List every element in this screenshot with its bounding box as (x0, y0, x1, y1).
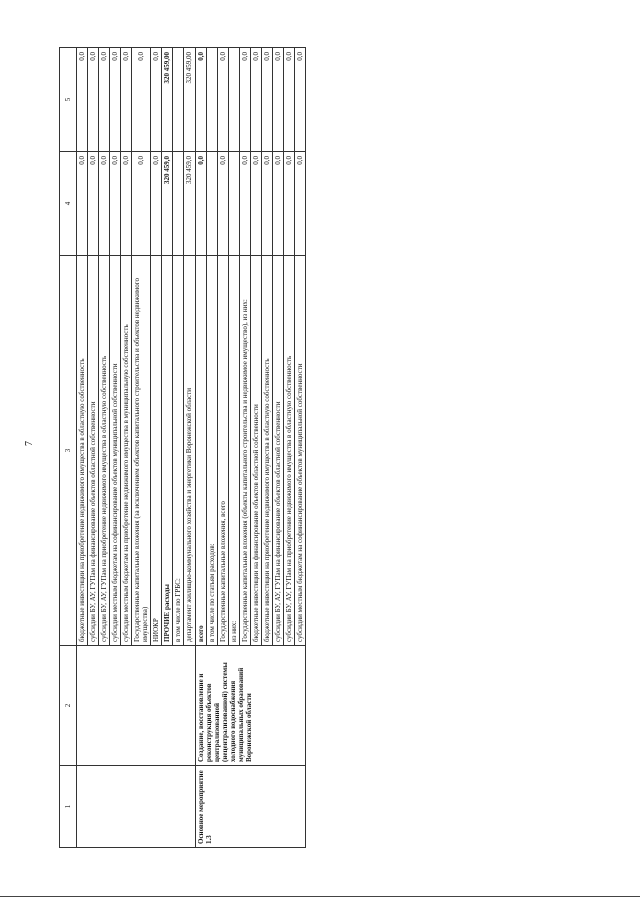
value-col-4: 0,0 (283, 152, 294, 256)
value-col-4: 0,0 (132, 152, 151, 256)
value-col-4: 320 459,0 (184, 152, 195, 256)
value-col-4: 0,0 (88, 152, 99, 256)
value-col-4: 0,0 (294, 152, 305, 256)
value-col-5: 0,0 (283, 48, 294, 152)
value-col-5 (206, 48, 217, 152)
value-col-5: 320 459,00 (162, 48, 173, 152)
value-col-4 (206, 152, 217, 256)
value-col-4: 0,0 (99, 152, 110, 256)
value-col-4: 0,0 (261, 152, 272, 256)
activity-description: Создание, восстановление и реконструкция объектов централизованной (нецентрализованной) системы холодного водоснабжения муниципальных образований Воронежской области (195, 646, 305, 766)
value-col-5: 320 459,00 (184, 48, 195, 152)
expense-item-text: Государственные капитальные вложения (объекты капитального строительства и недвижимое имущество), из них: (239, 256, 250, 646)
value-col-5: 0,0 (110, 48, 121, 152)
expense-item-text: из них: (228, 256, 239, 646)
expense-item-text: субсидии местным бюджетам на софинансирование объектов муниципальной собственности (110, 256, 121, 646)
expense-item-text: субсидии БУ, АУ, ГУПам на приобретение недвижимого имущества в областную собственность (99, 256, 110, 646)
value-col-4: 0,0 (272, 152, 283, 256)
header-col-5: 5 (60, 48, 77, 152)
description-cell-empty (77, 646, 196, 766)
table-body (77, 48, 306, 848)
expense-item-text: Государственные капитальные вложения (за исключением объектов капитального строительства и объектов недвижимого имущества) (132, 256, 151, 646)
expense-item-text: ПРОЧИЕ расходы (162, 256, 173, 646)
value-col-4: 0,0 (217, 152, 228, 256)
header-col-1: 1 (60, 766, 77, 848)
value-col-4 (173, 152, 184, 256)
expense-item-text: в том числе по статьям расходов: (206, 256, 217, 646)
value-col-4: 0,0 (239, 152, 250, 256)
expense-item-text: Государственные капитальные вложения, всего (217, 256, 228, 646)
value-col-4: 0,0 (151, 152, 162, 256)
header-row (60, 48, 77, 848)
expense-item-text: бюджетные инвестиции на приобретение недвижимого имущества в областную собственность (77, 256, 88, 646)
value-col-5: 0,0 (151, 48, 162, 152)
page-number: 7 (24, 441, 35, 446)
expense-item-text: субсидии БУ, АУ, ГУПам на финансирование объектов областной собственности (88, 256, 99, 646)
value-col-5: 0,0 (99, 48, 110, 152)
expense-item-text: субсидии местным бюджетам на софинансирование объектов муниципальной собственности (294, 256, 305, 646)
value-col-4 (228, 152, 239, 256)
value-col-5: 0,0 (294, 48, 305, 152)
header-col-3: 3 (60, 256, 77, 646)
expense-item-text: субсидии БУ, АУ, ГУПам на приобретение недвижимого имущества в областную собственность (283, 256, 294, 646)
value-col-5: 0,0 (250, 48, 261, 152)
value-col-5: 0,0 (217, 48, 228, 152)
value-col-5: 0,0 (261, 48, 272, 152)
expense-item-text: бюджетные инвестиции на финансирование объектов областной собственности (250, 256, 261, 646)
expense-item-text: всего (195, 256, 206, 646)
value-col-5: 0,0 (239, 48, 250, 152)
expense-item-text: НИОКР (151, 256, 162, 646)
table-row (195, 48, 206, 848)
value-col-5: 0,0 (88, 48, 99, 152)
activity-cell-empty (77, 766, 196, 848)
expense-item-text: субсидии местным бюджетам на приобретение недвижимого имущества в муниципальную собственность (121, 256, 132, 646)
activity-label: Основное мероприятие 1.3 (195, 766, 305, 848)
header-col-4: 4 (60, 152, 77, 256)
value-col-4: 0,0 (121, 152, 132, 256)
header-col-2: 2 (60, 646, 77, 766)
value-col-5: 0,0 (121, 48, 132, 152)
value-col-4: 0,0 (77, 152, 88, 256)
expense-item-text: в том числе по ГРБС: (173, 256, 184, 646)
rotated-table-container (59, 48, 605, 848)
value-col-4: 0,0 (195, 152, 206, 256)
page-bottom-rule (0, 896, 640, 897)
value-col-5 (173, 48, 184, 152)
table-row (77, 48, 88, 848)
expense-item-text: бюджетные инвестиции на приобретение недвижимого имущества в областную собственность (261, 256, 272, 646)
expense-item-text: департамент жилищно-коммунального хозяйства и энергетики Воронежской области (184, 256, 195, 646)
value-col-5: 0,0 (77, 48, 88, 152)
value-col-5 (228, 48, 239, 152)
expense-item-text: субсидии БУ, АУ, ГУПам на финансирование объектов областной собственности (272, 256, 283, 646)
value-col-5: 0,0 (195, 48, 206, 152)
value-col-4: 0,0 (110, 152, 121, 256)
value-col-5: 0,0 (272, 48, 283, 152)
budget-table (59, 47, 306, 848)
value-col-4: 0,0 (250, 152, 261, 256)
value-col-4: 320 459,0 (162, 152, 173, 256)
value-col-5: 0,0 (132, 48, 151, 152)
